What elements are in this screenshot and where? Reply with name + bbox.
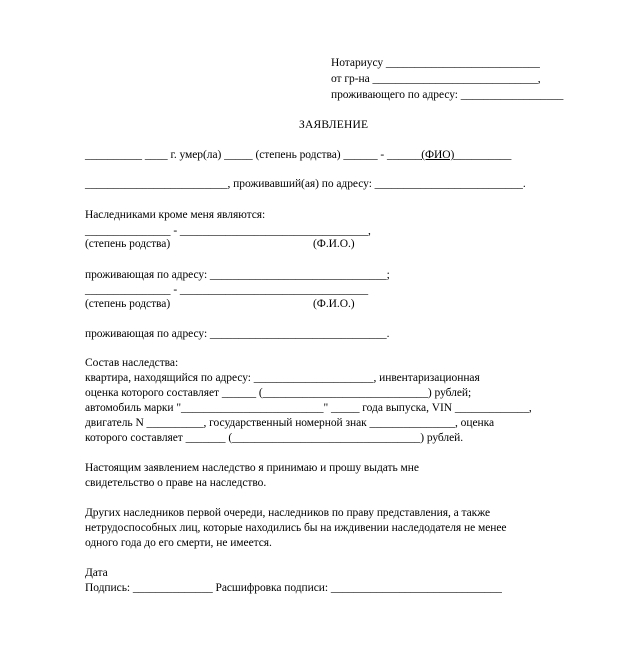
heir2-address: проживающая по адресу: _______________________________.: [85, 328, 390, 340]
others-line-1: Других наследников первой очереди, наследников по праву представления, а также: [85, 507, 491, 519]
deceased-address: _________________________, проживавший(ая) по адресу: __________________________.: [85, 178, 526, 190]
header-from: от гр-на _____________________________,: [331, 73, 541, 85]
heirs-intro: Наследниками кроме меня являются:: [85, 209, 266, 221]
death-line: [85, 148, 511, 162]
others-line-2: нетрудоспособных лиц, которые находились бы на иждивении наследодателя не менее: [85, 522, 507, 534]
heir1-address: проживающая по адресу: _______________________________;: [85, 269, 390, 281]
signature-date: Дата: [85, 567, 108, 579]
heir2-caption-fio: (Ф.И.О.): [313, 298, 355, 310]
estate-line-5: которого составляет _______ (_________________________________) рублей.: [85, 432, 464, 444]
estate-heading: Состав наследства:: [85, 357, 179, 369]
acceptance-line-1: Настоящим заявлением наследство я принимаю и прошу выдать мне: [85, 462, 419, 474]
heir1-line: _______________ - _________________________________,: [85, 225, 371, 237]
estate-line-3: автомобиль марки "_________________________" _____ года выпуска, VIN _____________,: [85, 402, 532, 414]
estate-line-1: квартира, находящийся по адресу: _____________________, инвентаризационная: [85, 372, 480, 384]
heir1-caption-fio: (Ф.И.О.): [313, 238, 355, 250]
document-title: ЗАЯВЛЕНИЕ: [299, 119, 369, 131]
header-address: проживающего по адресу: __________________: [331, 89, 564, 101]
estate-line-4: двигатель N __________, государственный номерной знак _______________, оценка: [85, 417, 495, 429]
estate-line-2: оценка которого составляет ______ (_____________________________) рублей;: [85, 387, 472, 399]
header-notary: Нотариусу ___________________________: [331, 57, 540, 69]
heir2-line: _______________ - _________________________________: [85, 284, 369, 296]
heir2-caption-relation: (степень родства): [85, 298, 171, 310]
others-line-3: одного года до его смерти, не имеется.: [85, 537, 272, 549]
death-line-tail: __________: [454, 149, 512, 161]
death-line-text: __________ ____ г. умер(ла) _____ (степень родства) ______ - ______: [85, 149, 422, 161]
death-line-fio: (ФИО): [421, 149, 455, 161]
signature-line: Подпись: ______________ Расшифровка подписи: ______________________________: [85, 582, 502, 594]
acceptance-line-2: свидетельство о праве на наследство.: [85, 477, 267, 489]
heir1-caption-relation: (степень родства): [85, 238, 171, 250]
